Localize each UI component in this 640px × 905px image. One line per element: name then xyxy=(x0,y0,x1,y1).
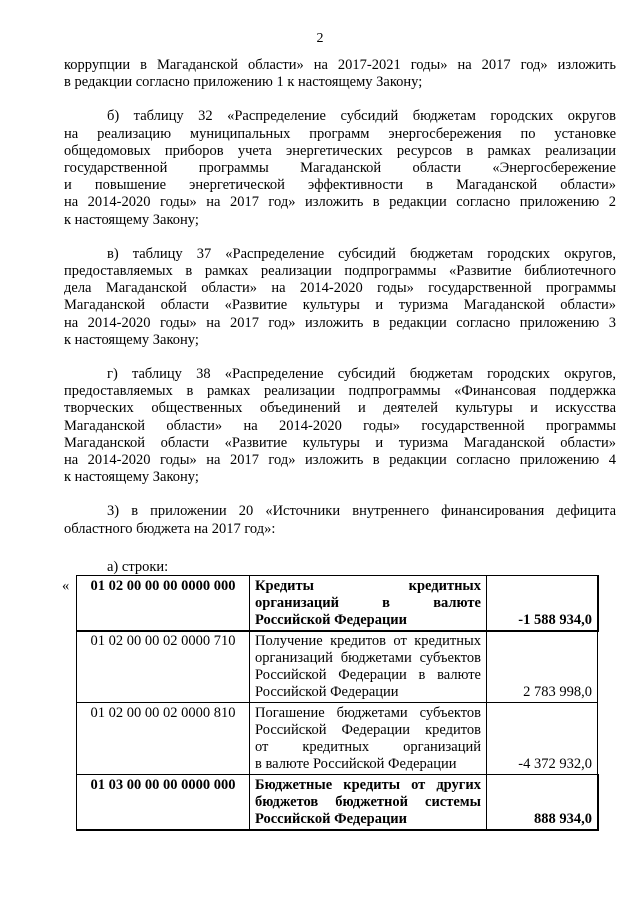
text-line: г) таблицу 38 «Распределение субсидий бюджетам городских округов, xyxy=(107,366,616,383)
table-row xyxy=(77,576,598,631)
row-code: 01 02 00 00 02 0000 710 xyxy=(77,631,250,703)
text-line: областного бюджета на 2017 год»: xyxy=(64,520,276,537)
text-line: предоставляемых в рамках реализации подпрограммы «Развитие библиотечного xyxy=(64,263,616,280)
name-line: бюджетов бюджетной системы xyxy=(255,794,481,810)
name-line: Получение кредитов от кредитных xyxy=(255,633,481,649)
paragraph-table-38 xyxy=(64,366,616,486)
name-line: организаций бюджетами субъектов xyxy=(255,650,481,666)
text-line: на 2014-2020 годы» на 2017 год» изложить в редакции согласно приложению 4 xyxy=(64,452,616,469)
row-amount: -1 588 934,0 xyxy=(487,576,598,631)
text-line: общедомовых приборов учета энергетических ресурсов в рамках реализации xyxy=(64,142,616,159)
name-line: Кредиты кредитных xyxy=(255,578,481,594)
text-line: коррупции в Магаданской области» на 2017-2021 годы» на 2017 год» изложить xyxy=(64,57,616,73)
name-line: Российской Федерации в валюте xyxy=(255,667,481,683)
text-line: к настоящему Закону; xyxy=(64,211,199,228)
row-amount: 2 783 998,0 xyxy=(487,631,598,703)
text-line: к настоящему Закону; xyxy=(64,331,199,348)
name-line: Бюджетные кредиты от других xyxy=(255,777,481,793)
row-name xyxy=(250,775,487,830)
table-row xyxy=(77,631,598,703)
text-line: государственной программы Магаданской области «Энергосбережение xyxy=(64,160,616,177)
text-line: в) таблицу 37 «Распределение субсидий бюджетам городских округов, xyxy=(107,245,616,262)
text-line: в редакции согласно приложению 1 к настоящему Закону; xyxy=(64,74,423,91)
row-code: 01 02 00 00 02 0000 810 xyxy=(77,703,250,775)
row-amount: -4 372 932,0 xyxy=(487,703,598,775)
text-line: на 2014-2020 годы» на 2017 год» изложить в редакции согласно приложению 3 xyxy=(64,314,616,331)
text-line: на реализацию муниципальных программ энергосбережения по установке xyxy=(64,125,616,142)
text-line: к настоящему Закону; xyxy=(64,469,199,486)
row-name xyxy=(250,703,487,775)
table-row xyxy=(77,775,598,830)
name-line: организаций в валюте xyxy=(255,595,481,611)
text-line: предоставляемых в рамках реализации подпрограммы «Финансовая поддержка xyxy=(64,383,616,400)
paragraph-appendix-20 xyxy=(64,503,616,537)
row-name xyxy=(250,576,487,631)
text-line: Магаданской области «Развитие культуры и туризма Магаданской области» xyxy=(64,297,616,314)
paragraph-table-37 xyxy=(64,246,616,349)
row-name xyxy=(250,631,487,703)
paragraph-table-32 xyxy=(64,108,616,228)
subheading-rows: а) строки: xyxy=(107,559,169,575)
text-line: творческих общественных объединений и деятелей культуры и искусства xyxy=(64,400,616,417)
text-line: и повышение энергетической эффективности в Магаданской области» xyxy=(64,177,616,194)
name-line: Погашение бюджетами субъектов xyxy=(255,705,481,721)
name-line: Российской Федерации кредитов xyxy=(255,722,481,738)
opening-quote: « xyxy=(62,578,70,594)
paragraph-continuation xyxy=(64,57,616,91)
document-body xyxy=(64,57,616,555)
text-line: б) таблицу 32 «Распределение субсидий бюджетам городских округов xyxy=(107,108,616,125)
text-line: на 2014-2020 годы» на 2017 год» изложить в редакции согласно приложению 2 xyxy=(64,194,616,211)
text-line: Магаданской области «Развитие культуры и туризма Магаданской области» xyxy=(64,434,616,451)
name-line: Российской Федерации xyxy=(255,612,408,628)
text-line: Магаданской области» на 2014-2020 годы» государственной программы xyxy=(64,417,616,434)
name-line: Российской Федерации xyxy=(255,684,399,700)
financing-sources-table xyxy=(76,575,598,830)
table-row xyxy=(77,703,598,775)
text-line: дела Магаданской области» на 2014-2020 годы» государственной программы xyxy=(64,280,616,297)
row-amount: 888 934,0 xyxy=(487,775,598,830)
text-line: 3) в приложении 20 «Источники внутреннего финансирования дефицита xyxy=(107,503,616,520)
page-number: 2 xyxy=(316,31,324,46)
row-code: 01 02 00 00 00 0000 000 xyxy=(77,576,250,631)
row-code: 01 03 00 00 00 0000 000 xyxy=(77,775,250,830)
name-line: в валюте Российской Федерации xyxy=(255,756,457,772)
name-line: от кредитных организаций xyxy=(255,739,481,755)
name-line: Российской Федерации xyxy=(255,811,408,827)
